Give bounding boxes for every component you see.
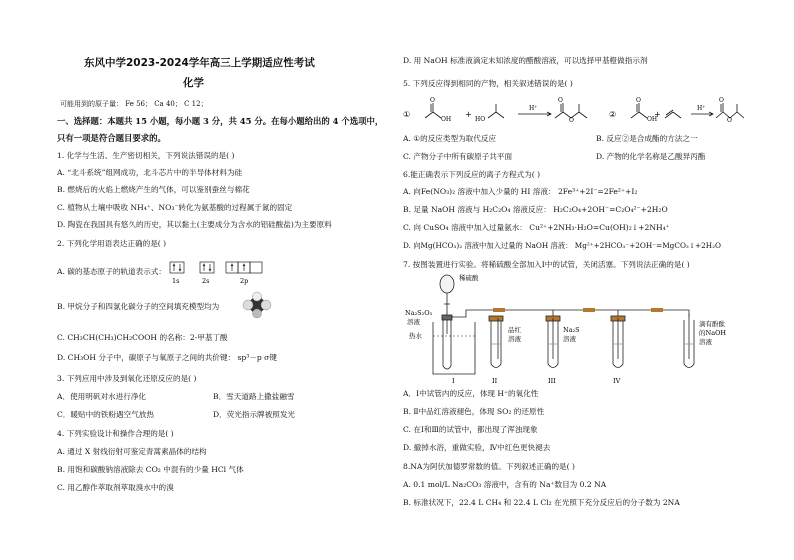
scheme-2-catalyst: H⁺ — [697, 105, 706, 112]
q3-option-c: C．暖贴中的铁粉遇空气放热 — [57, 410, 154, 419]
scheme-2-ester-o: O — [727, 117, 732, 124]
q5-option-c: C. 产物分子中所有碳原子共平面 — [403, 152, 513, 161]
label-solution-3: 溶液 — [563, 335, 576, 343]
q2-option-b: B. 甲烷分子和四氯化碳分子的空间填充模型均为 — [57, 302, 220, 311]
space-filling-model-icon — [243, 292, 271, 318]
scheme-1-carbonyl-o: O — [558, 97, 563, 104]
q3-stem: 3. 下列应用中涉及到氧化还原反应的是( ) — [57, 374, 197, 383]
q4-option-b: B. 用饱和碳酸钠溶液除去 CO₂ 中混有的少量 HCl 气体 — [57, 465, 244, 474]
scheme-2-marker: ② — [609, 110, 617, 119]
exam-title: 东风中学2023-2024学年高三上学期适应性考试 — [84, 57, 315, 69]
q7-option-d: D. 撤掉水浴，重做实验，Ⅳ中红色更快褪去 — [403, 443, 551, 452]
scheme-1-marker: ① — [403, 110, 411, 119]
q2-option-c: C. CH₃CH(CH₃)CH₂COOH 的名称：2-甲基丁酸 — [57, 333, 228, 342]
q6-option-d: D. 向Mg(HCO₃)₂ 溶液中加入过量的 NaOH 溶液： Mg²⁺+2HCO₃⁻+2OH⁻=MgCO₃↓+2H₂O — [403, 241, 721, 250]
subject-title: 化学 — [183, 77, 204, 89]
scheme-1-oh: OH — [441, 116, 452, 123]
label-magenta: 品红 — [508, 326, 521, 334]
q3-option-b: B．雪天道路上撒盐融雪 — [213, 392, 295, 401]
q6-option-c: C. 向 CuSO₄ 溶液中加入过量氨水： Cu²⁺+2NH₃·H₂O=Cu(OH)₂↓+2NH₄⁺ — [403, 223, 670, 232]
q5-stem: 5. 下列反应得到相同的产物，相关叙述错误的是( ) — [403, 79, 573, 88]
q5-option-b: B. 反应②是合成酯的方法之一 — [596, 134, 698, 143]
q3-option-d: D．荧光指示牌被照发光 — [213, 410, 296, 419]
q7-apparatus-diagram — [403, 274, 733, 385]
q4-stem: 4. 下列实验设计和操作合理的是( ) — [57, 429, 174, 438]
q5-option-a: A. ①的反应类型为取代反应 — [403, 134, 497, 143]
q7-stem: 7. 按图装置进行实验。将稀硫酸全部加入Ⅰ中的试管，关闭活塞。下列说法正确的是( ) — [403, 260, 690, 269]
q8-option-a: A. 0.1 mol/L Na₂CO₃ 溶液中，含有的 Na⁺数目为 0.2 NA — [403, 480, 607, 489]
label-na2s: Na₂S — [563, 326, 580, 334]
scheme-1-catalyst: H⁺ — [529, 105, 538, 112]
q5-reaction-schemes — [403, 92, 743, 132]
label-solution-2: 溶液 — [508, 335, 521, 343]
scheme-2-oh: OH — [647, 116, 658, 123]
orbital-label-1s: 1s — [172, 277, 180, 285]
q1-option-b: B. 燃烧后的火焰上燃烧产生的气体，可以鉴别蚕丝与棉花 — [57, 185, 250, 194]
q6-stem: 6.能正确表示下列反应的离子方程式为( ) — [403, 170, 541, 179]
scheme-1-ho: HO — [475, 116, 486, 123]
label-solution-1: 溶液 — [407, 318, 420, 326]
label-hot-water: 热水 — [409, 332, 422, 340]
q2-option-a: A. 碳的基态原子的轨道表示式： — [57, 267, 167, 276]
scheme-2-plus: + — [654, 110, 661, 119]
q4-option-d: D. 用 NaOH 标准液滴定未知浓度的醋酸溶液，可以选择甲基橙做指示剂 — [403, 56, 648, 65]
scheme-1-plus: + — [465, 110, 472, 119]
q7-option-c: C. 在Ⅰ和Ⅲ的试管中，都出现了浑浊现象 — [403, 425, 538, 434]
orbital-label-2p: 2p — [240, 277, 249, 285]
q1-option-d: D. 陶瓷在我国具有悠久的历史，其以黏土(主要成分为含水的铝硅酸盐)为主要原料 — [57, 220, 332, 229]
orbital-label-2s: 2s — [202, 277, 210, 285]
q1-option-c: C. 植物从土壤中吸收 NH₄⁺、NO₃⁻转化为氨基酸的过程属于氮的固定 — [57, 203, 293, 212]
q1-option-a: A. “北斗系统”组网成功，北斗芯片中的半导体材料为硅 — [57, 168, 243, 177]
section-instruction-1: 一、选择题：本题共 15 小题，每小题 3 分，共 45 分。在每小题给出的 4 个选项中， — [57, 116, 384, 126]
q4-option-a: A. 通过 X 射线衍射可鉴定青蒿素晶体的结构 — [57, 447, 207, 456]
label-tube-ii: II — [492, 377, 498, 385]
scheme-1-o: O — [430, 97, 435, 104]
orbital-diagram — [170, 262, 265, 286]
q3-option-a: A．使用明矾对水进行净化 — [57, 392, 147, 401]
label-na2s2o3: Na₂S₂O₃ — [405, 309, 433, 317]
scheme-2-carbonyl-o: O — [719, 97, 724, 104]
q1-stem: 1. 化学与生活、生产密切相关，下列说法错误的是( ) — [57, 151, 235, 160]
q2-stem: 2. 下列化学用语表达正确的是( ) — [57, 239, 167, 248]
q7-option-a: A．Ⅰ中试管内的反应，体现 H⁺的氧化性 — [403, 389, 539, 398]
q8-stem: 8.NA为阿伏加德罗常数的值。下列叙述正确的是( ) — [403, 462, 575, 471]
q5-option-d: D. 产物的化学名称是乙酸异丙酯 — [596, 152, 706, 161]
label-tube-i: I — [452, 377, 455, 385]
label-tube-iv: IV — [613, 377, 621, 385]
atomic-masses: 可能用到的原子量： Fe 56； Ca 40； C 12； — [60, 100, 208, 108]
label-dilute-sulfuric-acid: 稀硫酸 — [459, 274, 479, 282]
q7-option-b: B. Ⅱ中品红溶液褪色，体现 SO₂ 的还原性 — [403, 407, 545, 416]
section-instruction-2: 只有一项是符合题目要求的。 — [57, 133, 166, 143]
q2-option-d: D. CH₃OH 分子中，碳原子与氧原子之间的共价键： sp³－p σ键 — [57, 353, 277, 362]
label-phenolphthalein: 滴有酚酞 — [699, 320, 725, 328]
q8-option-b: B. 标准状况下，22.4 L CH₄ 和 22.4 L Cl₂ 在光照下充分反应后的分子数为 2NA — [403, 498, 680, 507]
q6-option-b: B. 足量 NaOH 溶液与 H₂C₂O₄ 溶液反应： H₂C₂O₄+2OH⁻=C₂O₄²⁻+2H₂O — [403, 205, 668, 214]
scheme-1-ester-o: O — [569, 117, 574, 124]
label-tube-iii: III — [548, 377, 556, 385]
label-solution-4: 溶液 — [699, 338, 712, 346]
q4-option-c: C. 用乙醇作萃取剂萃取溴水中的溴 — [57, 483, 174, 492]
label-naoh: 的NaOH — [699, 329, 727, 337]
q6-option-a: A. 向Fe(NO₃)₂ 溶液中加入少量的 HI 溶液： 2Fe³⁺+2I⁻=2Fe²⁺+I₂ — [403, 187, 638, 196]
scheme-2-o: O — [636, 97, 641, 104]
